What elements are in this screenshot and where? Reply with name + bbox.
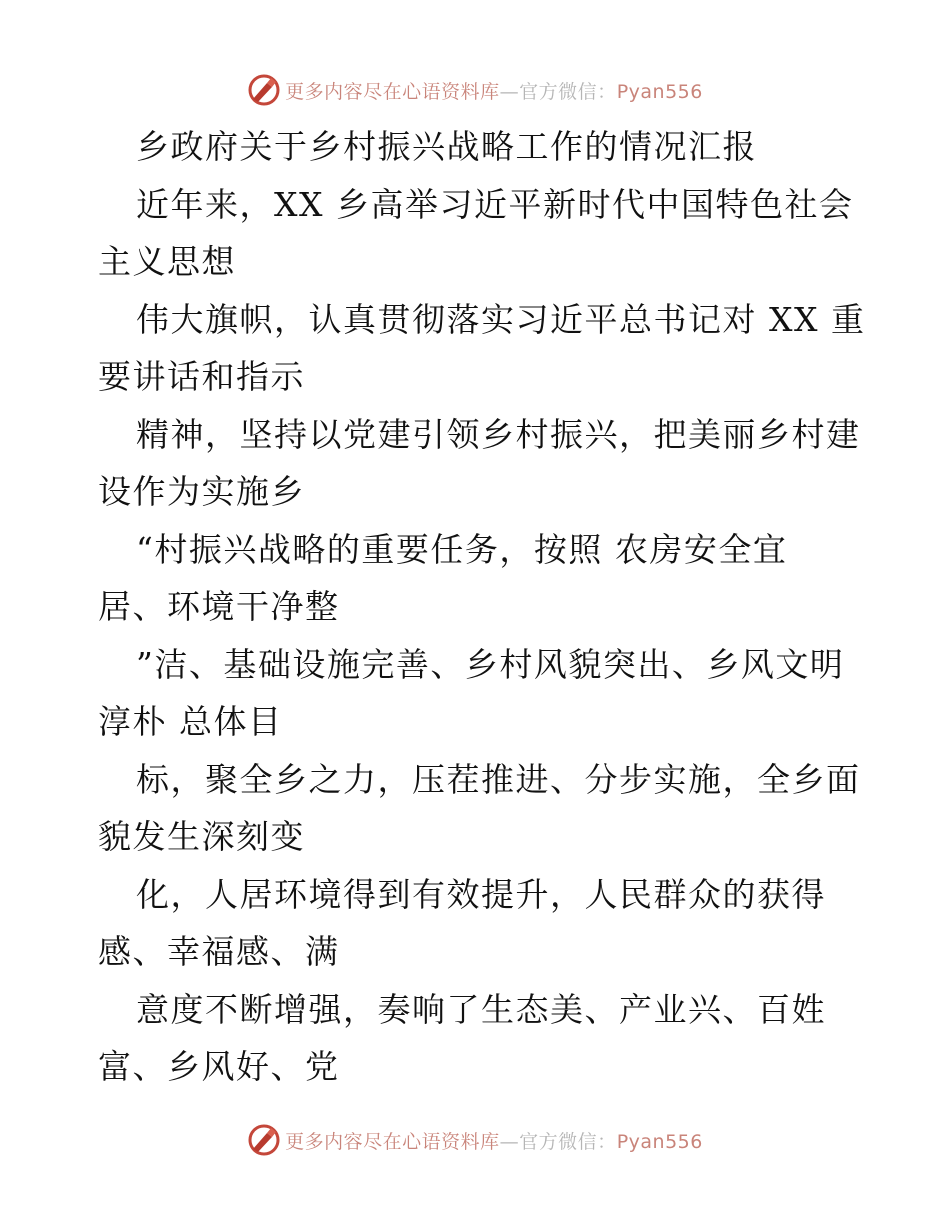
text-line: 主义思想 [98,242,236,281]
text-line: 感、幸福感、满 [98,932,340,971]
watermark-separator: — [499,80,520,103]
text-line: 伟大旗帜，认真贯彻落实习近平总书记对 XX 重 [136,299,866,339]
text-line: 淳朴 总体目 [98,702,283,741]
pen-circle-logo-icon [247,1123,281,1157]
watermark-main-text: 更多内容尽在心语资料库 [285,80,500,103]
watermark-wechat-id: Pyan556 [616,80,703,103]
watermark-label: 官方微信： [519,1130,617,1153]
text-line: 貌发生深刻变 [98,817,305,856]
pen-circle-logo-icon [247,73,281,107]
text-line: 设作为实施乡 [98,472,305,511]
watermark-label: 官方微信： [519,80,617,103]
text-line: 精神，坚持以党建引领乡村振兴，把美丽乡村建 [136,414,861,454]
text-line: “村振兴战略的重要任务，按照 农房安全宜 [136,529,788,569]
watermark-wechat-id: Pyan556 [616,1130,703,1153]
header-watermark [0,70,950,110]
text-line: 化，人居环境得到有效提升，人民群众的获得 [136,874,826,914]
document-title: 乡政府关于乡村振兴战略工作的情况汇报 [136,127,757,166]
document-body [98,118,866,1096]
text-line: 标，聚全乡之力，压茬推进、分步实施，全乡面 [136,759,861,799]
text-line: ”洁、基础设施完善、乡村风貌突出、乡风文明 [136,644,845,684]
watermark-separator: — [499,1130,520,1153]
text-line: 意度不断增强，奏响了生态美、产业兴、百姓 [136,989,826,1029]
text-line: 居、环境干净整 [98,587,340,626]
text-line: 要讲话和指示 [98,357,305,396]
watermark-main-text: 更多内容尽在心语资料库 [285,1130,500,1153]
footer-watermark [0,1120,950,1160]
text-line: 富、乡风好、党 [98,1047,340,1086]
text-line: 近年来，XX 乡高举习近平新时代中国特色社会 [136,184,854,224]
